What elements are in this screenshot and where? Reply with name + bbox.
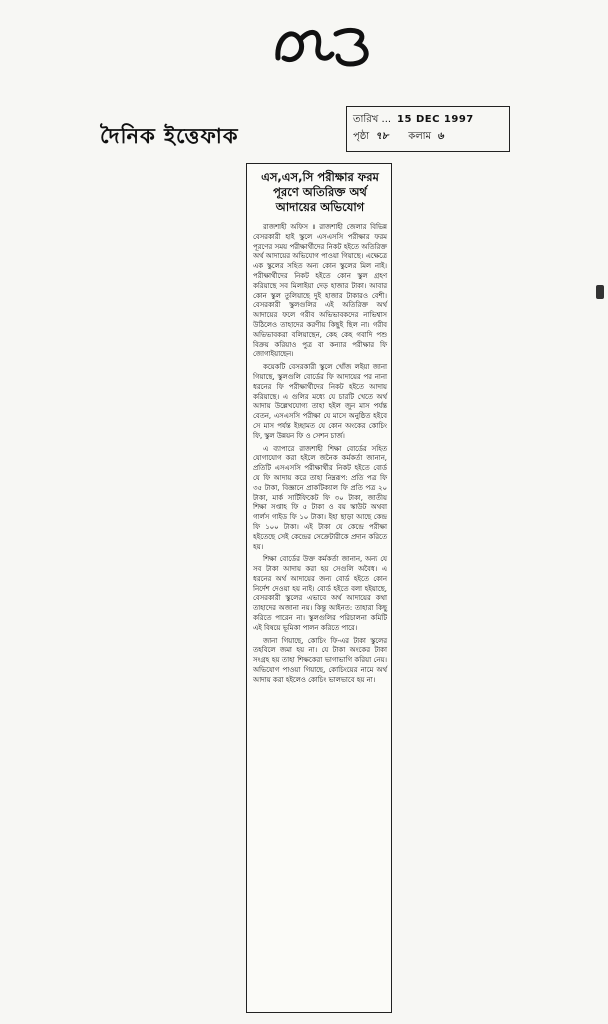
column-label: কলাম <box>408 131 432 142</box>
article-paragraph: শিক্ষা বোর্ডের উক্ত কর্মকর্তা জানান, অন্য যে সব টাকা আদায় করা হয় সেগুলি অবৈধ। এ ধরনের অর্থ আদায়ের জন্য বোর্ড হইতে কোন নির্দেশ দেওয়া হয় নাই। বোর্ড হইতে বলা হইয়াছে, বেসরকারী স্কুলের এভাবে অর্থ আদায়ের কথা তাহাদের অজানা নয়। কিন্তু আইনত: তাহারা কিছু করিতে পারেন না। স্কুলগুলির পরিচালনা কমিটি এই বিষয়ে ভূমিকা পালন করিতে পারে। <box>253 555 387 632</box>
date-value: 15 DEC 1997 <box>397 114 474 125</box>
handwritten-page-number <box>270 18 380 73</box>
article-paragraph: জানা গিয়াছে, কোচিং ফি-এর টাকা স্কুলের তহবিলে জমা হয় না। যে টাকা অংকের টাকা সংগ্রহ হয় তাহা শিক্ষকেরা ভাগাভাগি করিয়া নেয়। অভিযোগ পাওয়া গিয়াছে, কোচিংয়ের নামে অর্থ আদায় করা হইলেও কোচিং ভালভাবে হয় না। <box>253 636 387 684</box>
article-headline: এস,এস,সি পরীক্ষার ফরম পূরণে অতিরিক্ত অর্থ আদায়ের অভিযোগ <box>261 170 379 214</box>
article-paragraph: কয়েকটি বেসরকারী স্কুলে খোঁজ লইয়া জানা গিয়াছে, স্কুলগুলি বোর্ডের ফি আদায়ের পর নানা ধরনের ফি পরীক্ষার্থীদের নিকট হইতে আদায় করিয়াছে। এ গুলির মধ্যে যে চারটি খেতে অর্থ আদায় উল্লেখযোগ্য তাহা হইল জুন মাস পর্যন্ত বেতন, এসএসসি পরীক্ষা যে মাসে অনুষ্ঠিত হইবে সে মাস পর্যন্ত ইচ্ছামত যে কোন অংকের কোচিং ফি, স্কুল উন্নয়ন ফি ও সেশন চার্জ। <box>253 363 387 440</box>
article-paragraph: রাজশাহী অফিস ॥ রাজশাহী জেলার বিভিন্ন বেসরকারী হাই স্কুলে এসএসসি পরীক্ষার ফরম পূরণের সময় পরীক্ষার্থীদের নিকট হইতে অতিরিক্ত অর্থ আদায়ের অভিযোগ পাওয়া গিয়াছে। এক্ষেত্রে এক স্কুলের সহিত অন্য কোন স্কুলের মিল নাই। পরীক্ষার্থীদের নিকট হইতে কোন স্কুল গ্রহণ করিয়াছে সব মিলাইয়া দেড় হাজার টাকা। আবার কোন স্কুল তুলিয়াছে দুই হাজার টাকারও বেশী। বেসরকারী স্কুলগুলির এই অতিরিক্ত অর্থ আদায়ের ফলে গরীব অভিভাবকদের নাভিশ্বাস উঠিলেও তাহাদের করণীয় কিছুই ছিল না। গরীব অভিভাবকরা বলিয়াছেন, কেহ কেহ গবাদি পশু বিক্রয় করিয়াও পুত্র বা কন্যার পরীক্ষার ফি জোগাইয়াছেন। <box>253 223 387 359</box>
article-body <box>253 223 387 686</box>
date-label: তারিখ ... <box>353 114 392 125</box>
scan-margin-mark <box>596 285 604 299</box>
page-value: ৭৮ <box>375 131 389 142</box>
date-stamp-box <box>346 106 510 152</box>
page-label: পৃষ্ঠা <box>353 131 370 142</box>
newspaper-name: দৈনিক ইত্তেফাক <box>100 124 239 148</box>
article-paragraph: এ ব্যাপারে রাজশাহী শিক্ষা বোর্ডের সহিত যোগাযোগ করা হইলে জনৈক কর্মকর্তা জানান, প্রতিটি এসএসসি পরীক্ষার্থীর নিকট হইতে বোর্ড যে ফি আদায় করে তাহা নিম্নরূপ: প্রতি পত্র ফি ৩৫ টাকা, বিজ্ঞানে প্রাকটিক্যাল ফি প্রতি পত্র ২০ টাকা, মার্ক সার্টিফিকেট ফি ৩০ টাকা, জাতীয় শিক্ষা সপ্তাহ ফি ৫ টাকা ও বয় স্কাউট অথবা গার্লস গাইড ফি ১০ টাকা। ইহা ছাড়া আছে কেন্দ্র ফি ১০০ টাকা। এই টাকা যে কেন্দ্রে পরীক্ষা হইতেছে সেই কেন্দ্রের সেক্রেটারীকে প্রদান করিতে হয়। <box>253 444 387 551</box>
column-value: ৬ <box>437 131 444 142</box>
news-clipping <box>246 163 392 1013</box>
